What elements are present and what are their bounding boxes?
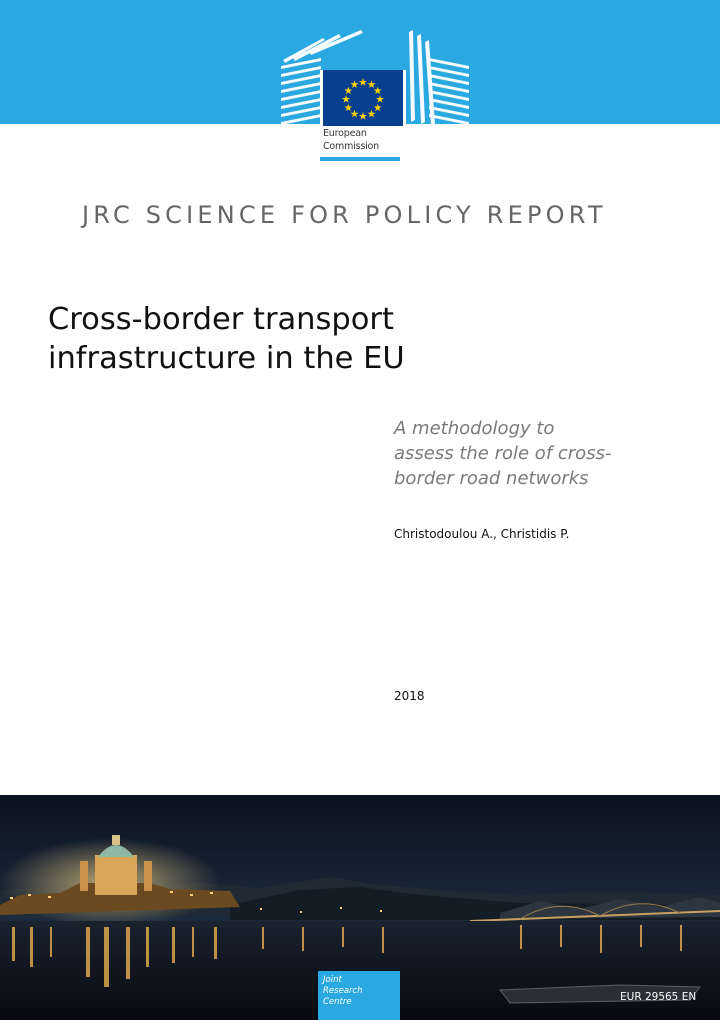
european-commission-logo [279,30,471,162]
subtitle-line2: assess the role of cross- [394,443,612,464]
subtitle-line1: A methodology to [394,418,555,439]
report-number: EUR 29565 EN [620,991,697,1003]
subtitle-line3: border road networks [394,468,589,489]
report-subtitle [394,416,694,491]
eu-flag-icon [320,70,406,126]
authors: Christodoulou A., Christidis P. [394,527,570,541]
european-commission-wordmark [323,127,403,157]
report-title [48,300,608,378]
jrc-logo-line2: Research [323,986,363,996]
logo-text-line2: Commission [323,141,379,152]
logo-underline [320,157,400,161]
title-line2: infrastructure in the EU [48,341,405,376]
jrc-logo-line3: Centre [323,997,352,1007]
publication-year: 2018 [394,689,425,703]
jrc-logo [318,971,400,1020]
title-line1: Cross-border transport [48,302,394,337]
report-series-label: JRC SCIENCE FOR POLICY REPORT [82,201,607,229]
logo-text-line1: European [323,128,367,139]
jrc-logo-line1: Joint [323,975,342,985]
